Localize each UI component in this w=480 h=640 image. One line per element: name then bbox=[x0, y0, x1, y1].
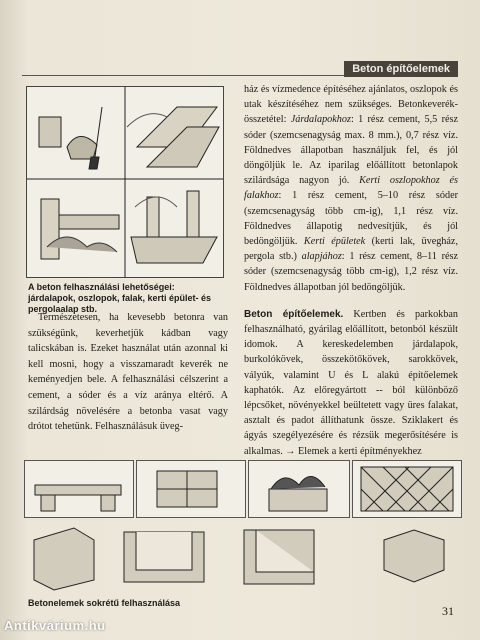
bottom-figure-caption: Betonelemek sokrétű felhasználása bbox=[28, 598, 181, 608]
planter-sketch bbox=[248, 460, 350, 518]
mix-ratios-paragraph: ház és vízmedence építéséhez ajánlatos, oszlopok és utak készítéséhez nem szükséges. Betonkeverék-összetétel: Járdalapokhoz: 1 rész cement, 5,5 rész sóder (szemcsenagyság max. 8 mm.), 0,7 rész víz. Földnedves állapotban használjuk fel, és jól döngöljük le. Az iparilag előállított betonlapok szilárdsága nagyon jó. Kerti oszlopokhoz és falakhoz: 1 rész cement, 5–10 rész sóder (szemcsenagyság több cm-ig), 1,1 rész víz. Földnedves állapotig nedvesítjük, és jól bedöngöljük. Kerti épületek (kerti lak, üvegház, pergola stb.) alapjához: 1 rész cement, 8–11 rész sóder (szemcsenagyság több cm-ig), 1,2 rész víz. Földnedves állapotban jól bedöngöljük. bbox=[244, 84, 459, 293]
right-column bbox=[244, 82, 458, 459]
concrete-elements-illustration bbox=[24, 460, 460, 580]
left-paragraph: Természetesen, ha kevesebb betonra van szükségünk, keverhetjük kádban vagy talicskában is. Ezeket használat után azonnal ki kell mosni, hogy a visszamaradt keverék ne keményedjen bele. A felhasználási célszerint a cement, a sóder és a víz aránya eltérő. A szilárdság növelésére a betonba vasat vagy drótot tehetünk. Felhasználásuk üveg- bbox=[28, 312, 228, 433]
concrete-uses-drawing bbox=[27, 87, 223, 277]
watermark: Antikvárium.hu bbox=[4, 618, 106, 633]
bench-sketch bbox=[24, 460, 134, 518]
left-column bbox=[28, 310, 228, 435]
element-shapes-row bbox=[24, 520, 460, 592]
top-figure-caption: A beton felhasználási lehetőségei: járdalapok, oszlopok, falak, kerti épület- és pergolaalap stb. bbox=[28, 282, 212, 314]
page-number: 31 bbox=[442, 604, 454, 618]
section-title: Beton építőelemek bbox=[344, 61, 458, 77]
concrete-uses-illustration bbox=[26, 86, 224, 278]
block-wall-sketch bbox=[136, 460, 246, 518]
lattice-wall-sketch bbox=[352, 460, 462, 518]
building-elements-paragraph: Beton építőelemek. Kertben és parkokban felhasználható, gyárilag előállított, betonból készült idomok. A kereskedelemben járdalapok, burkolókövek, összekötőkövek, sarokkövek, vályúk, valamint U és L alakú építőelemek kaphatók. Az előregyártott -- ból különböző lépcsőket, növényekkel beültetett vagy üres falakat, asztalt és padot állíthatunk össze. Sziklakert és ágyás szegélyezésére és rézsük megerősítésére is alkalmas. → Elemek a kerti építményekhez bbox=[244, 308, 458, 457]
